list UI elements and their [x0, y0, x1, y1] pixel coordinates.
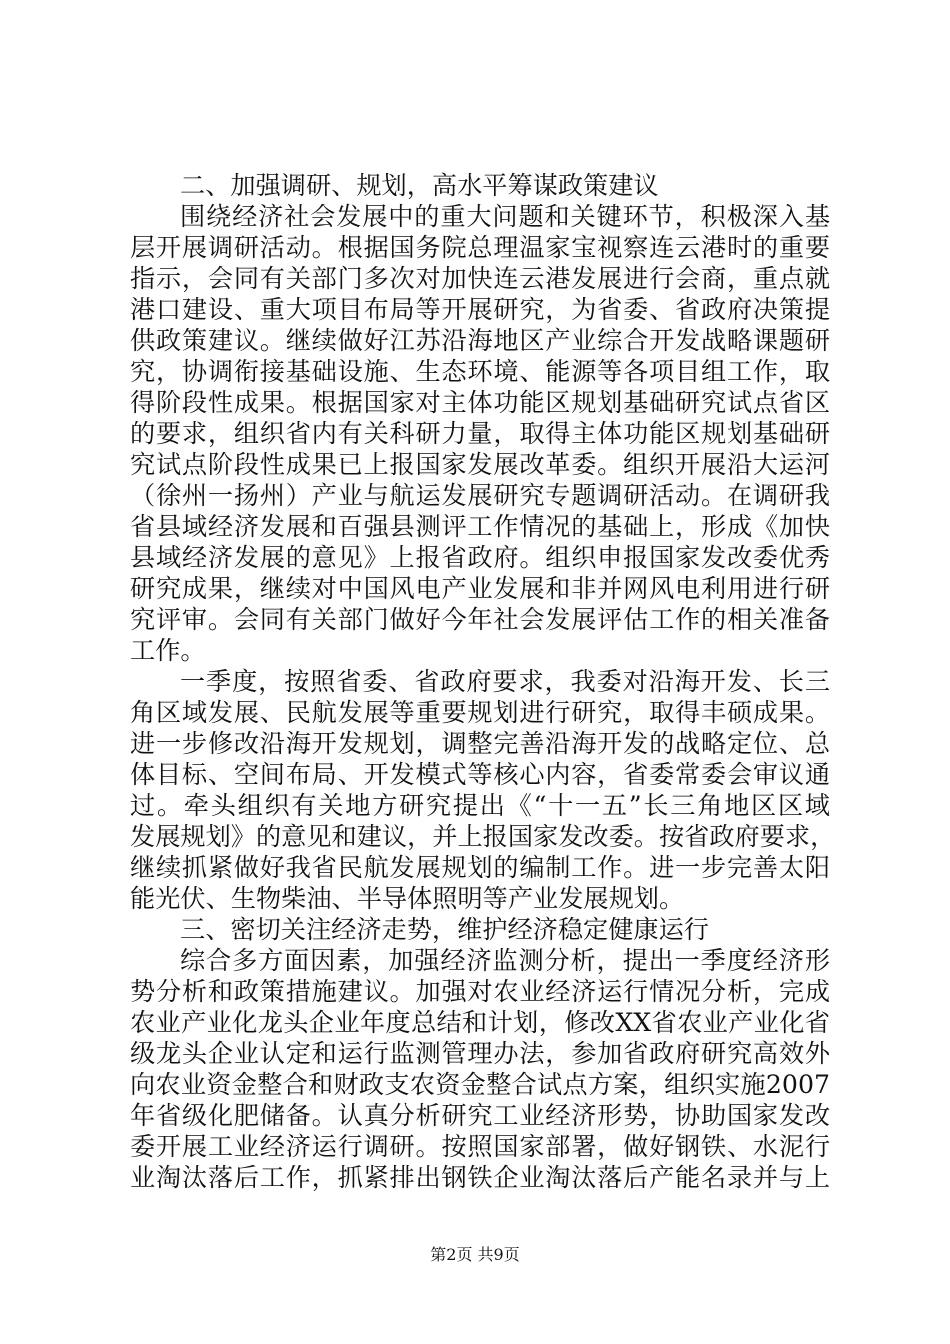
section-heading-3: [130, 914, 830, 945]
text-line: 向农业资金整合和财政支农资金整合试点方案，组织实施2007: [130, 1070, 830, 1099]
text-line: 供政策建议。继续做好江苏沿海地区产业综合开发战略课题研: [130, 326, 830, 355]
text-line: 继续抓紧做好我省民航发展规划的编制工作。进一步完善太阳: [130, 853, 830, 882]
text-line: 农业产业化龙头企业年度总结和计划，修改XX省农业产业化省: [130, 1008, 830, 1037]
text-line: 研究成果，继续对中国风电产业发展和非并网风电利用进行研: [130, 574, 830, 603]
text-line: 围绕经济社会发展中的重大问题和关键环节，积极深入基: [180, 202, 830, 231]
text-line: 县域经济发展的意见》上报省政府。组织申报国家发改委优秀: [130, 543, 830, 572]
text-line: 体目标、空间布局、开发模式等核心内容，省委常委会审议通: [130, 760, 830, 789]
paragraph-planning: [130, 666, 836, 914]
text-line: 港口建设、重大项目布局等开展研究，为省委、省政府决策提: [130, 295, 830, 324]
text-line: 过。牵头组织有关地方研究提出《“十一五”长三角地区区域: [130, 791, 830, 820]
text-line: 角区域发展、民航发展等重要规划进行研究，取得丰硕成果。: [130, 698, 830, 727]
heading-line: 二、加强调研、规划，高水平筹谋政策建议: [180, 171, 659, 200]
text-line: 级龙头企业认定和运行监测管理办法，参加省政府研究高效外: [130, 1039, 830, 1068]
paragraph-economy: [130, 945, 830, 1193]
text-line: 究试点阶段性成果已上报国家发展改革委。组织开展沿大运河: [130, 450, 830, 479]
text-line: 究，协调衔接基础设施、生态环境、能源等各项目组工作，取: [130, 357, 830, 386]
text-line: 进一步修改沿海开发规划，调整完善沿海开发的战略定位、总: [130, 729, 830, 758]
text-line: （徐州一扬州）产业与航运发展研究专题调研活动。在调研我: [130, 481, 830, 510]
text-line: 年省级化肥储备。认真分析研究工业经济形势，协助国家发改: [130, 1101, 830, 1130]
paragraph-research: [130, 201, 830, 666]
text-line: 究评审。会同有关部门做好今年社会发展评估工作的相关准备: [130, 605, 830, 634]
text-line: 指示，会同有关部门多次对加快连云港发展进行会商，重点就: [130, 264, 830, 293]
section-heading-2: [130, 170, 830, 201]
text-line: 业淘汰落后工作，抓紧排出钢铁企业淘汰落后产能名录并与上: [130, 1163, 830, 1192]
text-line: 得阶段性成果。根据国家对主体功能区规划基础研究试点省区: [130, 388, 830, 417]
text-line: 工作。: [130, 636, 206, 665]
text-line: 的要求，组织省内有关科研力量，取得主体功能区规划基础研: [130, 419, 830, 448]
text-line: 能光伏、生物柴油、半导体照明等产业发展规划。: [130, 884, 685, 913]
heading-line: 三、密切关注经济走势，维护经济稳定健康运行: [180, 915, 709, 944]
text-line: 一季度，按照省委、省政府要求，我委对沿海开发、长三: [180, 667, 830, 696]
text-line: 发展规划》的意见和建议，并上报国家发改委。按省政府要求，: [130, 822, 836, 851]
text-line: 省县域经济发展和百强县测评工作情况的基础上，形成《加快: [130, 512, 830, 541]
page-number-footer: [0, 1245, 950, 1265]
text-line: 层开展调研活动。根据国务院总理温家宝视察连云港时的重要: [130, 233, 830, 262]
text-line: 势分析和政策措施建议。加强对农业经济运行情况分析，完成: [130, 977, 830, 1006]
text-line: 委开展工业经济运行调研。按照国家部署，做好钢铁、水泥行: [130, 1132, 830, 1161]
page-number-label: 第2页 共9页: [430, 1245, 520, 1264]
text-line: 综合多方面因素，加强经济监测分析，提出一季度经济形: [180, 946, 830, 975]
document-body: [130, 170, 836, 1193]
